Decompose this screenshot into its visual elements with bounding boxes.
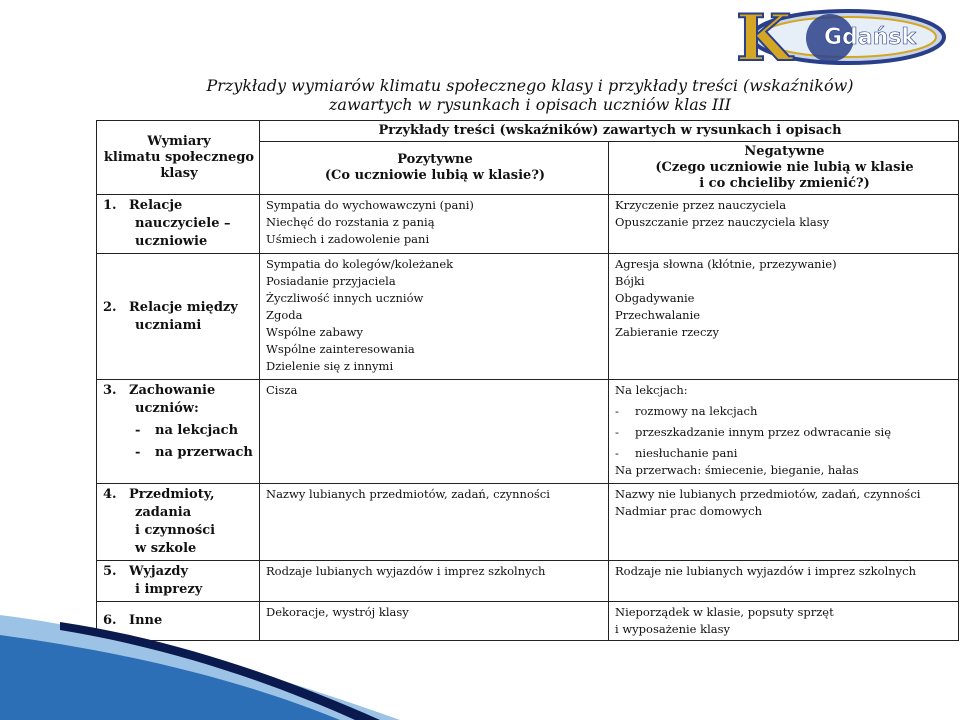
header-pos-line: Pozytywne bbox=[397, 152, 473, 167]
negative-sub-item: - przeszkadzanie innym przez odwracanie się bbox=[615, 425, 892, 439]
positive-item: Niechęć do rozstania z panią bbox=[266, 215, 435, 229]
title-line-1: Przykłady wymiarów klimatu społecznego klasy i przykłady treści (wskaźników) bbox=[206, 76, 854, 95]
negative-item: Obgadywanie bbox=[615, 291, 695, 305]
positive-item: Posiadanie przyjaciela bbox=[266, 274, 396, 288]
positive-item: Nazwy lubianych przedmiotów, zadań, czynności bbox=[266, 487, 550, 501]
negative-item: Przechwalanie bbox=[615, 308, 701, 322]
header-negative bbox=[609, 142, 959, 195]
negative-item: i wyposażenie klasy bbox=[615, 622, 731, 636]
title-line-2: zawartych w rysunkach i opisach uczniów klas III bbox=[329, 95, 731, 114]
dimension-label: zadania bbox=[135, 505, 192, 520]
negative-item: Nieporządek w klasie, popsuty sprzęt bbox=[615, 605, 834, 619]
row-number: 6. bbox=[103, 613, 117, 628]
row-number: 5. bbox=[103, 564, 117, 579]
dimension-label: Relacje bbox=[129, 198, 183, 213]
negative-cell bbox=[609, 195, 959, 254]
positive-item: Dekoracje, wystrój klasy bbox=[266, 605, 409, 619]
dimension-label: Relacje między bbox=[129, 299, 238, 315]
negative-item: Krzyczenie przez nauczyciela bbox=[615, 198, 787, 212]
row-number: 3. bbox=[103, 383, 117, 398]
positive-item: Uśmiech i zadowolenie pani bbox=[266, 232, 430, 246]
header-neg-line: Negatywne bbox=[744, 144, 825, 159]
dimension-label: Wyjazdy bbox=[129, 564, 189, 579]
dimension-cell bbox=[97, 484, 260, 561]
positive-item: Wspólne zabawy bbox=[266, 325, 364, 339]
negative-item: Na lekcjach: bbox=[615, 383, 688, 397]
logo-city: Gdańsk bbox=[824, 25, 917, 50]
positive-item: Życzliwość innych uczniów bbox=[266, 291, 424, 305]
dimension-cell bbox=[97, 380, 260, 484]
dimension-label: Przedmioty, bbox=[129, 487, 215, 502]
negative-item: Bójki bbox=[615, 274, 645, 288]
dimension-cell bbox=[97, 254, 260, 380]
dimension-sub-label: na lekcjach bbox=[155, 423, 239, 438]
header-examples: Przykłady treści (wskaźników) zawartych w rysunkach i opisach bbox=[260, 121, 959, 142]
positive-cell bbox=[260, 254, 609, 380]
negative-item: Agresja słowna (kłótnie, przezywanie) bbox=[615, 257, 837, 271]
dimension-label: Zachowanie bbox=[129, 383, 216, 398]
header-pos-line: (Co uczniowie lubią w klasie?) bbox=[324, 168, 546, 183]
positive-item: Rodzaje lubianych wyjazdów i imprez szkolnych bbox=[266, 564, 546, 578]
negative-sub-item: - rozmowy na lekcjach bbox=[615, 404, 758, 418]
header-neg-line: i co chcieliby zmienić?) bbox=[699, 176, 870, 191]
table-row bbox=[97, 484, 959, 561]
dimension-sub-label: na przerwach bbox=[155, 445, 253, 460]
header-positive bbox=[260, 142, 609, 195]
negative-item: Zabieranie rzeczy bbox=[615, 325, 719, 339]
negative-cell bbox=[609, 380, 959, 484]
logo-letter: K bbox=[736, 4, 792, 70]
negative-item: Na przerwach: śmiecenie, bieganie, hałas bbox=[615, 463, 859, 477]
table-row bbox=[97, 195, 959, 254]
dimension-label: nauczyciele – bbox=[135, 216, 231, 231]
row-number: 1. bbox=[103, 198, 117, 213]
table-row bbox=[97, 254, 959, 380]
positive-item: Sympatia do wychowawczyni (pani) bbox=[266, 198, 474, 212]
header-dim-line: klimatu społecznego bbox=[103, 149, 255, 165]
dimension-label: uczniów: bbox=[135, 401, 199, 416]
dimension-label: i imprezy bbox=[135, 582, 203, 597]
negative-cell bbox=[609, 254, 959, 380]
slide-title bbox=[150, 76, 910, 114]
positive-item: Wspólne zainteresowania bbox=[266, 342, 415, 356]
dimension-sub-item: - na przerwach bbox=[135, 445, 253, 460]
dimension-label: i czynności bbox=[135, 523, 216, 538]
positive-item: Dzielenie się z innymi bbox=[266, 359, 394, 373]
dimension-label: uczniowie bbox=[135, 234, 208, 249]
negative-item: Rodzaje nie lubianych wyjazdów i imprez szkolnych bbox=[615, 564, 916, 578]
negative-item: Nazwy nie lubianych przedmiotów, zadań, czynności bbox=[615, 487, 921, 501]
negative-cell bbox=[609, 484, 959, 561]
dimension-label: w szkole bbox=[135, 541, 197, 556]
positive-item: Zgoda bbox=[266, 308, 303, 322]
dimension-cell bbox=[97, 195, 260, 254]
table-row bbox=[97, 380, 959, 484]
positive-item: Cisza bbox=[266, 383, 298, 397]
header-dim-line: Wymiary bbox=[147, 133, 211, 149]
header-dim-line: klasy bbox=[160, 165, 198, 181]
header-dimensions bbox=[97, 121, 260, 195]
dimension-label: Inne bbox=[129, 613, 163, 628]
row-number: 4. bbox=[103, 487, 117, 502]
positive-item: Sympatia do kolegów/koleżanek bbox=[266, 257, 454, 271]
dimension-sub-item: - na lekcjach bbox=[135, 423, 239, 438]
positive-cell bbox=[260, 484, 609, 561]
negative-sub-label: niesłuchanie pani bbox=[635, 446, 738, 460]
dimension-label: uczniami bbox=[135, 317, 202, 333]
header-neg-line: (Czego uczniowie nie lubią w klasie bbox=[655, 160, 914, 175]
decorative-ribbon bbox=[0, 560, 960, 720]
negative-item: Opuszczanie przez nauczyciela klasy bbox=[615, 215, 830, 229]
positive-cell bbox=[260, 195, 609, 254]
negative-sub-label: rozmowy na lekcjach bbox=[635, 404, 758, 418]
kg-gdansk-logo bbox=[730, 4, 950, 70]
row-number: 2. bbox=[103, 299, 117, 315]
negative-sub-label: przeszkadzanie innym przez odwracanie się bbox=[635, 425, 892, 439]
negative-item: Nadmiar prac domowych bbox=[615, 504, 762, 518]
negative-sub-item: - niesłuchanie pani bbox=[615, 446, 738, 460]
positive-cell bbox=[260, 380, 609, 484]
